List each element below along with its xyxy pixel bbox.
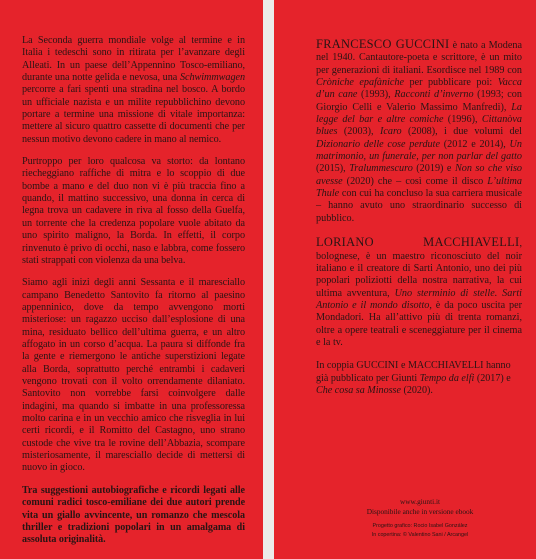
synopsis-paragraph-2: Purtroppo per loro qualcosa va storto: da lontano riecheggiano raffiche di mitra e lo scoppio di due bombe a mano e del duo non vi è più traccia fino a quando, il mattino successivo, una donna in cerca di legna trova un cadavere in riva al fosso della Guelfa, un torrente che la credenza popolare vuole abitato da uno spirito maligno, la Borda. In effetti, il corpo rinvenuto è privo di occhi, naso e labbra, come fossero stati strappati con violenza da una belva.	[22, 156, 245, 266]
synopsis-closing: Tra suggestioni autobiografiche e ricordi legati alle comuni radici tosco-emiliane dei due autori prende vita un giallo avvincente, un romanzo che mescola thriller e tradizioni popolari in un amalgama di assoluta originalità.	[22, 484, 245, 546]
macchiavelli-bio-text: , bolognese, è un maestro riconosciuto del noir italiano e il creatore di Sarti Antonio, uno dei più popolari poliziotti della nostra narrativa, la cui ultima avventura, Uno sterminio di stelle. Sarti Antonio e il mondo disotto, è da poco uscita per Mondadori. Ha all’attivo più di trenta romanzi, oltre a opere teatrali e sceneggiature per il cinema e la tv.	[316, 238, 522, 348]
flap-gutter	[263, 0, 274, 559]
design-credit: Progetto grafico: Rocio Isabel González	[372, 523, 468, 529]
guccini-name: FRANCESCO GUCCINI	[316, 37, 450, 51]
macchiavelli-name: LORIANO MACCHIAVELLI	[316, 235, 520, 250]
macchiavelli-bio	[316, 236, 522, 349]
publisher-footer	[274, 497, 536, 539]
left-flap	[0, 0, 263, 559]
cover-credit: In copertina: © Valentino Sani / Arcangel	[371, 531, 469, 538]
synopsis-paragraph-1: La Seconda guerra mondiale volge al termine e in Italia i tedeschi sono in ritirata per l’avanzare degli Alleati. In un paese dell’Appennino Tosco-emiliano, durante una notte gelida e nevosa, una Schwimmwagen percorre a fari spenti una stradina nel bosco. A bordo un ufficiale nazista e un milite repubblichino devono portare a termine una missione di vitale importanza: mettere al sicuro quattro cassette di documenti che per nessun motivo devono cadere in mano al nemico.	[22, 35, 245, 145]
ebook-note: Disponibile anche in versione ebook	[366, 507, 474, 516]
guccini-bio-text: è nato a Modena nel 1940. Cantautore-poeta e scrittore, è un mito per generazioni di italiani. Esordisce nel 1989 con Cròniche epafàniche per pubblicare poi: Vacca d’un cane (1993), Racconti d’inverno (1993; con Giorgio Celli e Valerio Massimo Manfredi), La legge del bar e altre comiche (1996), Cittanòva blues (2003), Icaro (2008), i due volumi del Dizionario delle cose perdute (2012 e 2014), Un matrimonio, un funerale, per non parlar del gatto (2015), Tralummescuro (2019) e Non so che viso avesse (2020) che – così come il disco L’ultima Thule con cui ha concluso la sua carriera musicale – hanno avuto uno straordinario successo di pubblico.	[316, 40, 523, 224]
right-flap	[274, 0, 536, 559]
synopsis-paragraph-3: Siamo agli inizi degli anni Sessanta e il maresciallo campano Benedetto Santovito fa ritorno al paesino appenninico, dove da tempo avvengono morti misteriose: un ragazzo ucciso dall’esplosione di una mina, residuato bellico dell’ultima guerra, e un altro affogato in un corso d’acqua. La paura si diffonde fra la gente e riemergono le antiche superstizioni legate alla Borda, soprattutto perché entrambi i cadaveri vengono trovati con il volto orrendamente dilaniato. Santovito non vorrebbe farsi coinvolgere dalle indagini, ma quando si imbatte in una professoressa molto carina e in un vecchio amico che risveglia in lui certi ricordi, e il Romitto del Castagno, uno strano custode che vive tra le rovine dell’Abbazia, scompare misteriosamente, il maresciallo decide di mettersi di nuovo in gioco.	[22, 277, 245, 474]
website-link[interactable]: www.giunti.it	[399, 497, 441, 506]
guccini-bio	[316, 38, 522, 225]
coauthored-note: In coppia GUCCINI e MACCHIAVELLI hanno già pubblicato per Giunti Tempo da elfi (2017) e Che cosa sa Minosse (2020).	[316, 360, 511, 396]
